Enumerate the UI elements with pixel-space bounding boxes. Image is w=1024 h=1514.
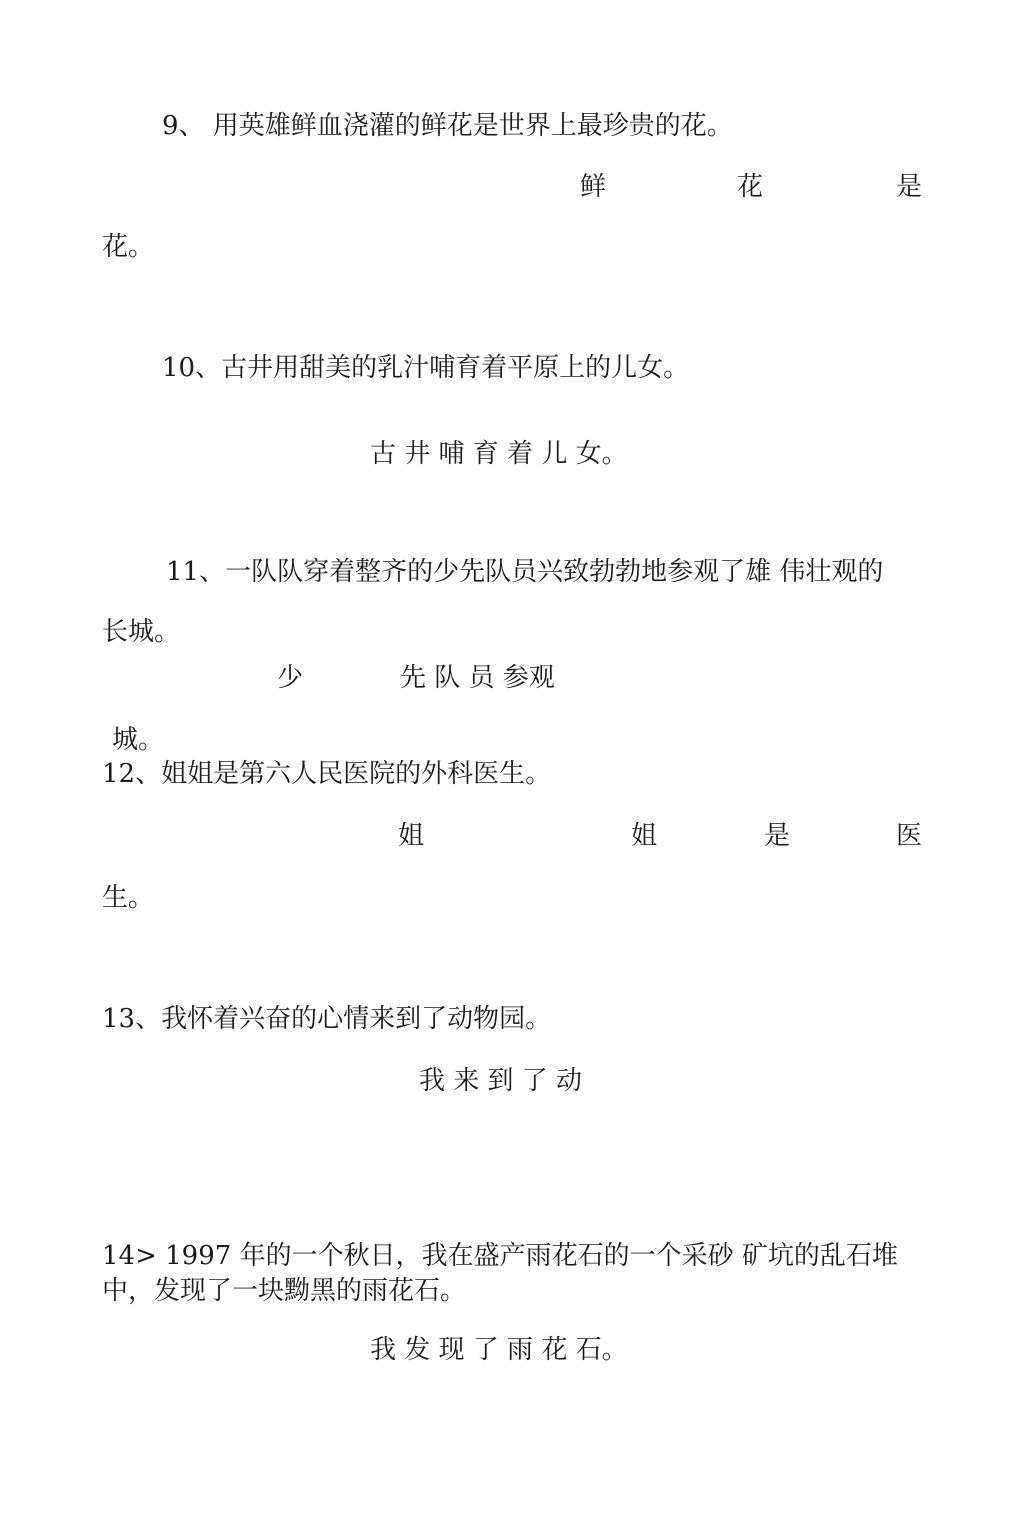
answer-14: 我 发 现 了 雨 花 石。 bbox=[370, 1335, 628, 1365]
answer-9-word-2: 花 bbox=[737, 172, 764, 202]
answer-9-tail: 花。 bbox=[102, 232, 155, 262]
answer-11-tail: 城。 bbox=[112, 725, 165, 755]
answer-12-word-2: 姐 bbox=[631, 821, 658, 851]
sentence-13: 13、我怀着兴奋的心情来到了动物园。 bbox=[102, 1004, 552, 1034]
answer-13: 我 来 到 了 动 bbox=[419, 1066, 583, 1096]
sentence-12: 12、姐姐是第六人民医院的外科医生。 bbox=[102, 759, 552, 789]
answer-9-word-3: 是 bbox=[896, 172, 923, 202]
answer-12-word-1: 姐 bbox=[398, 821, 425, 851]
sentence-9: 9、 用英雄鲜血浇灌的鲜花是世界上最珍贵的花。 bbox=[162, 111, 733, 141]
answer-10: 古 井 哺 育 着 儿 女。 bbox=[370, 439, 628, 469]
sentence-11-line-2: 长城。 bbox=[102, 617, 181, 647]
answer-12-tail: 生。 bbox=[102, 883, 155, 913]
sentence-14-line-1: 14> 1997 年的一个秋日，我在盛产雨花石的一个采砂 矿坑的乱石堆 bbox=[102, 1241, 898, 1271]
answer-11-word-2: 先 队 员 参观 bbox=[400, 663, 555, 693]
answer-12-word-3: 是 bbox=[764, 821, 791, 851]
sentence-10: 10、古井用甜美的乳汁哺育着平原上的儿女。 bbox=[162, 353, 690, 383]
answer-11-word-1: 少 bbox=[277, 663, 304, 693]
answer-12-word-4: 医 bbox=[896, 821, 923, 851]
sentence-14-line-2: 中，发现了一块黝黑的雨花石。 bbox=[102, 1276, 467, 1306]
sentence-11-line-1: 11、一队队穿着整齐的少先队员兴致勃勃地参观了雄 伟壮观的 bbox=[166, 557, 884, 587]
answer-9-word-1: 鲜 bbox=[580, 172, 607, 202]
